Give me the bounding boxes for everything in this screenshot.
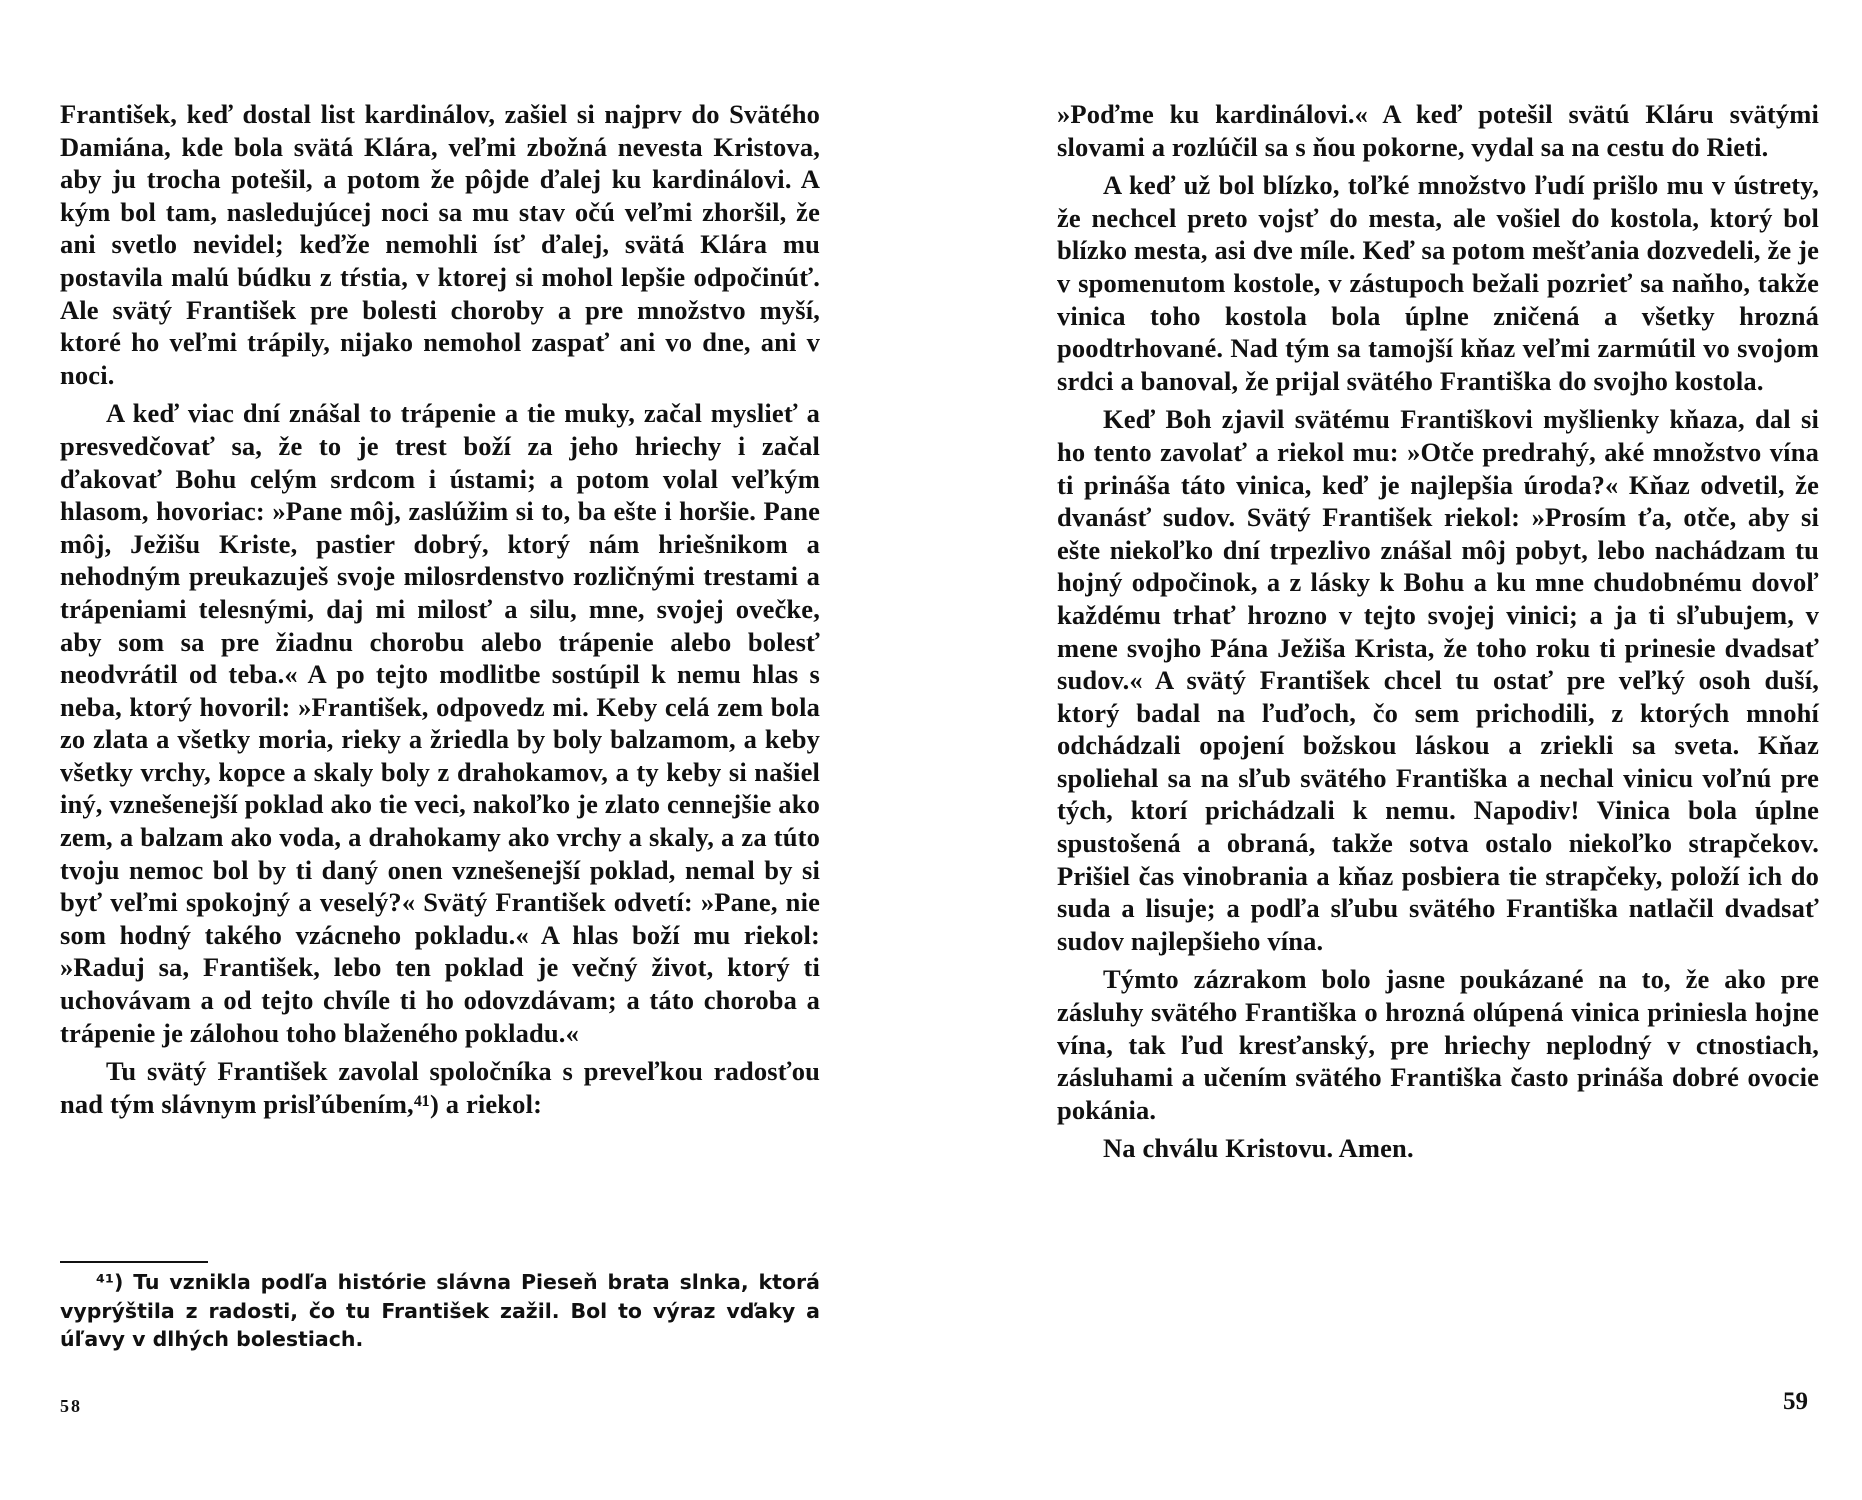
right-page-text — [1057, 98, 1819, 1165]
left-page-text — [60, 98, 820, 1120]
footnote — [60, 1268, 820, 1354]
footnote-divider — [60, 1261, 208, 1263]
paragraph: František, keď dostal list kardinálov, zašiel si najprv do Svätého Damiána, kde bola svätá Klára, veľmi zbožná nevesta Kristova, aby ju trocha potešil, a potom že pôjde ďalej ku kardinálovi. A kým bol tam, nasledujúcej noci sa mu stav očú veľmi zhoršil, že ani svetlo nevidel; keďže nemohli ísť ďalej, svätá Klára mu postavila malú búdku z tŕstia, v ktorej si mohol lepšie odpočinúť. Ale svätý František pre bolesti choroby a pre množstvo myší, ktoré ho veľmi trápily, nijako nemohol zaspať ani vo dne, ani v noci. — [60, 99, 820, 390]
paragraph: »Poďme ku kardinálovi.« A keď potešil svätú Kláru svätými slovami a rozlúčil sa s ňou pokorne, vydal sa na cestu do Rieti. — [1057, 99, 1819, 162]
paragraph: Tu svätý František zavolal spoločníka s preveľkou radosťou nad tým slávnym prisľúbením,⁴¹) a riekol: — [60, 1056, 820, 1119]
footnote-text: ⁴¹) Tu vznikla podľa histórie slávna Pieseň brata slnka, ktorá vyprýštila z radosti, čo tu František zažil. Bol to výraz vďaky a úľavy v dlhých bolestiach. — [60, 1270, 820, 1351]
paragraph: A keď už bol blízko, toľké množstvo ľudí prišlo mu v ústrety, že nechcel preto vojsť do mesta, ale vošiel do kostola, ktorý bol blízko mesta, asi dve míle. Keď sa potom mešťania dozvedeli, že je v spomenutom kostole, v zástupoch bežali pozrieť sa naňho, takže vinica toho kostola bola úplne zničená a všetky hrozná poodtrhované. Nad tým sa tamojší kňaz veľmi zarmútil vo svojom srdci a banoval, že prijal svätého Františka do svojho kostola. — [1057, 170, 1819, 396]
paragraph: Na chválu Kristovu. Amen. — [1103, 1133, 1414, 1164]
right-page — [931, 0, 1862, 1500]
page-number: 59 — [1783, 1388, 1808, 1415]
page-number: 58 — [60, 1396, 82, 1416]
paragraph: Týmto zázrakom bolo jasne poukázané na to, že ako pre zásluhy svätého Františka o hrozná olúpená vinica priniesla hojne vína, tak ľud kresťanský, pre hriechy neplodný v ctnostiach, zásluhami a učením svätého Františka často prináša dobré ovocie pokánia. — [1057, 964, 1819, 1125]
paragraph: A keď viac dní znášal to trápenie a tie muky, začal myslieť a presvedčovať sa, že to je trest boží za jeho hriechy i začal ďakovať Bohu celým srdcom i ústami; a potom volal veľkým hlasom, hovoriac: »Pane môj, zaslúžim si to, ba ešte i horšie. Pane môj, Ježišu Kriste, pastier dobrý, ktorý nám hriešnikom a nehodným preukazuješ svoje milosrdenstvo rozličnými trestami a trápeniami telesnými, daj mi milosť a silu, mne, svojej ovečke, aby som sa pre žiadnu chorobu alebo trápenie alebo bolesť neodvrátil od teba.« A po tejto modlitbe sostúpil k nemu hlas s neba, ktorý hovoril: »František, odpovedz mi. Keby celá zem bola zo zlata a všetky moria, rieky a žriedla by boly balzamom, a keby všetky vrchy, kopce a skaly boly z drahokamov, a ty keby si našiel iný, vznešenejší poklad ako tie veci, nakoľko je zlato cennejšie ako zem, a balzam ako voda, a drahokamy ako vrchy a skaly, a za túto tvoju nemoc bol by ti daný onen vznešenejší poklad, nemal by si byť veľmi spokojný a veselý?« Svätý František odvetí: »Pane, nie som hodný takého vzácneho pokladu.« A hlas boží mu riekol: »Raduj sa, František, lebo ten poklad je večný život, ktorý ti uchovávam a od tejto chvíle ti ho odovzdávam; a táto choroba a trápenie je zálohou toho blaženého pokladu.« — [60, 398, 820, 1048]
paragraph: Keď Boh zjavil svätému Františkovi myšlienky kňaza, dal si ho tento zavolať a riekol mu: »Otče predrahý, aké množstvo vína ti prináša táto vinica, keď je najlepšia úroda?« Kňaz odvetil, že dvanásť sudov. Svätý František riekol: »Prosím ťa, otče, aby si ešte niekoľko dní trpezlivo znášal môj pobyt, lebo nachádzam tu hojný odpočinok, a z lásky k Bohu a ku mne chudobnému dovoľ každému trhať hrozno v tejto svojej vinici; a ja ti sľubujem, v mene svojho Pána Ježiša Krista, že toho roku ti prinesie dvadsať sudov.« A svätý František chcel tu ostať pre veľký osoh duší, ktorý badal na ľuďoch, čo sem prichodili, z ktorých mnohí odchádzali opojení božskou láskou a zriekli sa sveta. Kňaz spoliehal sa na sľub svätého Františka a nechal vinicu voľnú pre tých, ktorí prichádzali k nemu. Napodiv! Vinica bola úplne spustošená a obraná, takže sotva ostalo niekoľko strapčekov. Prišiel čas vinobrania a kňaz posbiera tie strapčeky, položí ich do suda a lisuje; a podľa sľubu svätého Františka natlačil dvadsať sudov najlepšieho vína. — [1057, 404, 1819, 956]
